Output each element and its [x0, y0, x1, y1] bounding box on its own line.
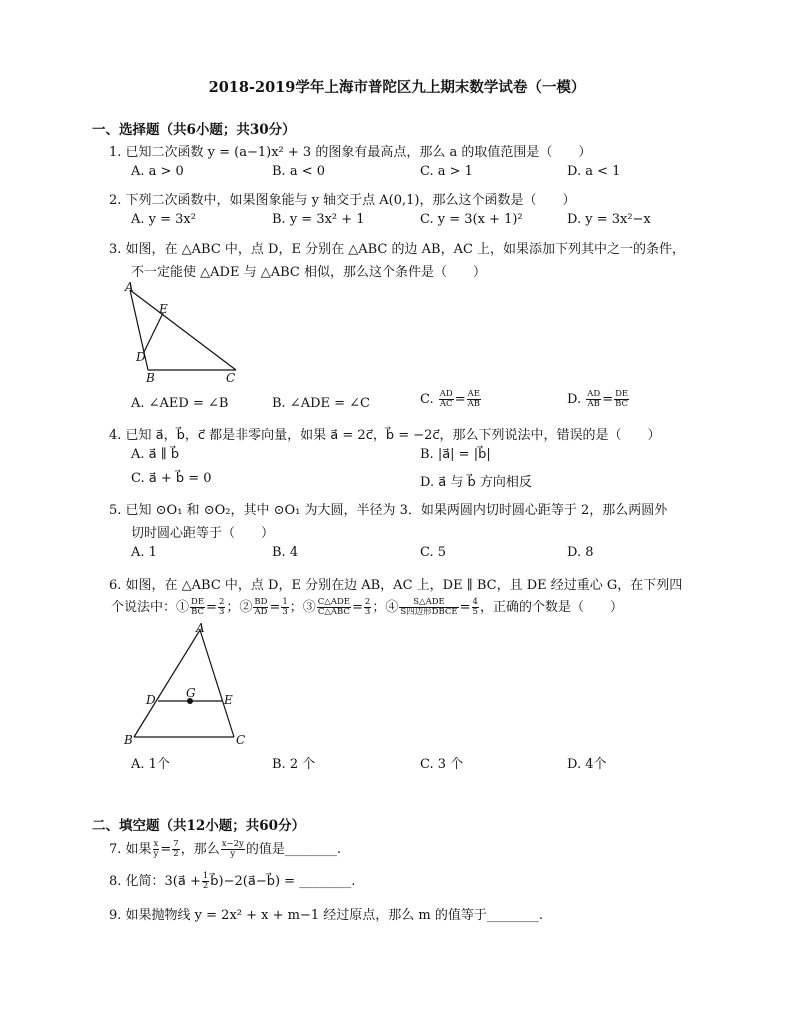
q5-option-d: D. 8: [567, 545, 594, 560]
q6-option-b: B. 2 个: [272, 757, 316, 772]
q3-triangle-figure: [118, 280, 248, 388]
q4-option-b: B. |a⃗| = |b⃗|: [420, 447, 491, 462]
q6-triangle-figure: [118, 620, 258, 748]
q3-option-b: B. ∠ADE = ∠C: [272, 396, 371, 411]
q6-side-ab: [134, 630, 200, 737]
q3-option-d: D. $\frac{AD}{AB}$ = $\frac{DE}{BC}$: [567, 389, 629, 409]
q6-label-g: G: [186, 686, 196, 700]
q2-option-d: D. y = 3x²−x: [567, 212, 651, 227]
section-choice-heading: 一、选择题（共6小题；共30分）: [92, 122, 296, 138]
q3-label-c: C: [226, 371, 236, 385]
q2-option-b: B. y = 3x² + 1: [272, 212, 365, 227]
q4-option-a: A. a⃗ ∥ b⃗: [131, 447, 180, 462]
q3-label-e: E: [159, 302, 168, 316]
q5-option-b: B. 4: [272, 545, 299, 560]
q6-label-a: A: [196, 621, 205, 635]
q5-option-a: A. 1: [131, 545, 157, 560]
q6-label-b: B: [124, 733, 133, 747]
q6-option-c: C. 3 个: [420, 757, 464, 772]
q4-option-d: D. a⃗ 与 b⃗ 方向相反: [420, 475, 532, 490]
q3-label-a: A: [125, 280, 134, 294]
q1-option-d: D. a < 1: [567, 164, 621, 179]
q3-label-d: D: [136, 350, 146, 364]
q6-side-ac: [200, 630, 234, 737]
question-5-stem-line1: 5. 已知 ⊙O₁ 和 ⊙O₂，其中 ⊙O₁ 为大圆，半径为 3．如果两圆内切时圆心距等于 2，那么两圆外: [109, 503, 668, 518]
q4-option-c: C. a⃗ + b⃗ = 0: [131, 471, 212, 486]
q2-option-c: C. y = 3(x + 1)²: [420, 212, 523, 227]
question-3-stem-line2: 不一定能使 △ADE 与 △ABC 相似，那么这个条件是（ ）: [131, 265, 486, 280]
question-5-stem-line2: 切时圆心距等于（ ）: [131, 526, 275, 541]
q3-option-a: A. ∠AED = ∠B: [131, 396, 229, 411]
q5-option-c: C. 5: [420, 545, 447, 560]
question-2-stem: 2. 下列二次函数中，如果图象能与 y 轴交于点 A(0,1)，那么这个函数是（ ）: [109, 193, 576, 208]
question-6-stem-line2: 个说法中：① $\frac{DE}{BC}$ = $\frac{2}{3}$ ；② $\frac{BD}{AD}$ = $\frac{1}{3}$ ；③ C△ADE C△ABC = $\frac{2}{3}$ ；④ S△ADE S四边形DBCE = $\frac{4}{5}$ ，正确的个数是（ ）: [111, 597, 623, 617]
q2-option-a: A. y = 3x²: [131, 212, 196, 227]
q3-option-c: C. $\frac{AD}{AC}$ = $\frac{AE}{AB}$: [420, 389, 481, 409]
question-4-stem: 4. 已知 a⃗，b⃗，c⃗ 都是非零向量，如果 a⃗ = 2c⃗，b⃗ = −2c⃗，那么下列说法中，错误的是（ ）: [109, 428, 661, 443]
q6-label-c: C: [236, 733, 246, 747]
question-1-stem: 1. 已知二次函数 y = (a−1)x² + 3 的图象有最高点，那么 a 的取值范围是（ ）: [109, 145, 592, 160]
question-3-stem-line1: 3. 如图，在 △ABC 中，点 D，E 分别在 △ABC 的边 AB，AC 上，如果添加下列其中之一的条件，: [109, 242, 686, 257]
q6-option-a: A. 1个: [131, 757, 170, 772]
section-fill-heading: 二、填空题（共12小题；共60分）: [92, 818, 306, 834]
q6-label-d: D: [146, 693, 156, 707]
q6-label-e: E: [224, 693, 233, 707]
q6-option-d: D. 4个: [567, 757, 607, 772]
question-9: 9. 如果抛物线 y = 2x² + x + m−1 经过原点，那么 m 的值等于________.: [109, 908, 543, 923]
q1-option-c: C. a > 1: [420, 164, 473, 179]
question-6-stem-line1: 6. 如图，在 △ABC 中，点 D，E 分别在边 AB，AC 上，DE ∥ BC，且 DE 经过重心 G，在下列四: [109, 578, 683, 593]
question-8: 8. 化简：3(a⃗ + $\frac{1}{2}$ b⃗)−2(a⃗−b⃗) = ________.: [109, 871, 356, 891]
page-title: 2018-2019学年上海市普陀区九上期末数学试卷（一模）: [208, 79, 586, 96]
q3-label-b: B: [146, 371, 155, 385]
q1-option-b: B. a < 0: [272, 164, 325, 179]
question-7: 7. 如果 $\frac{x}{y}$ = $\frac{7}{2}$ ，那么 $\frac{x-2y}{y}$ 的值是________.: [109, 839, 341, 859]
q1-option-a: A. a > 0: [131, 164, 184, 179]
q3-segment-de: [144, 313, 163, 352]
